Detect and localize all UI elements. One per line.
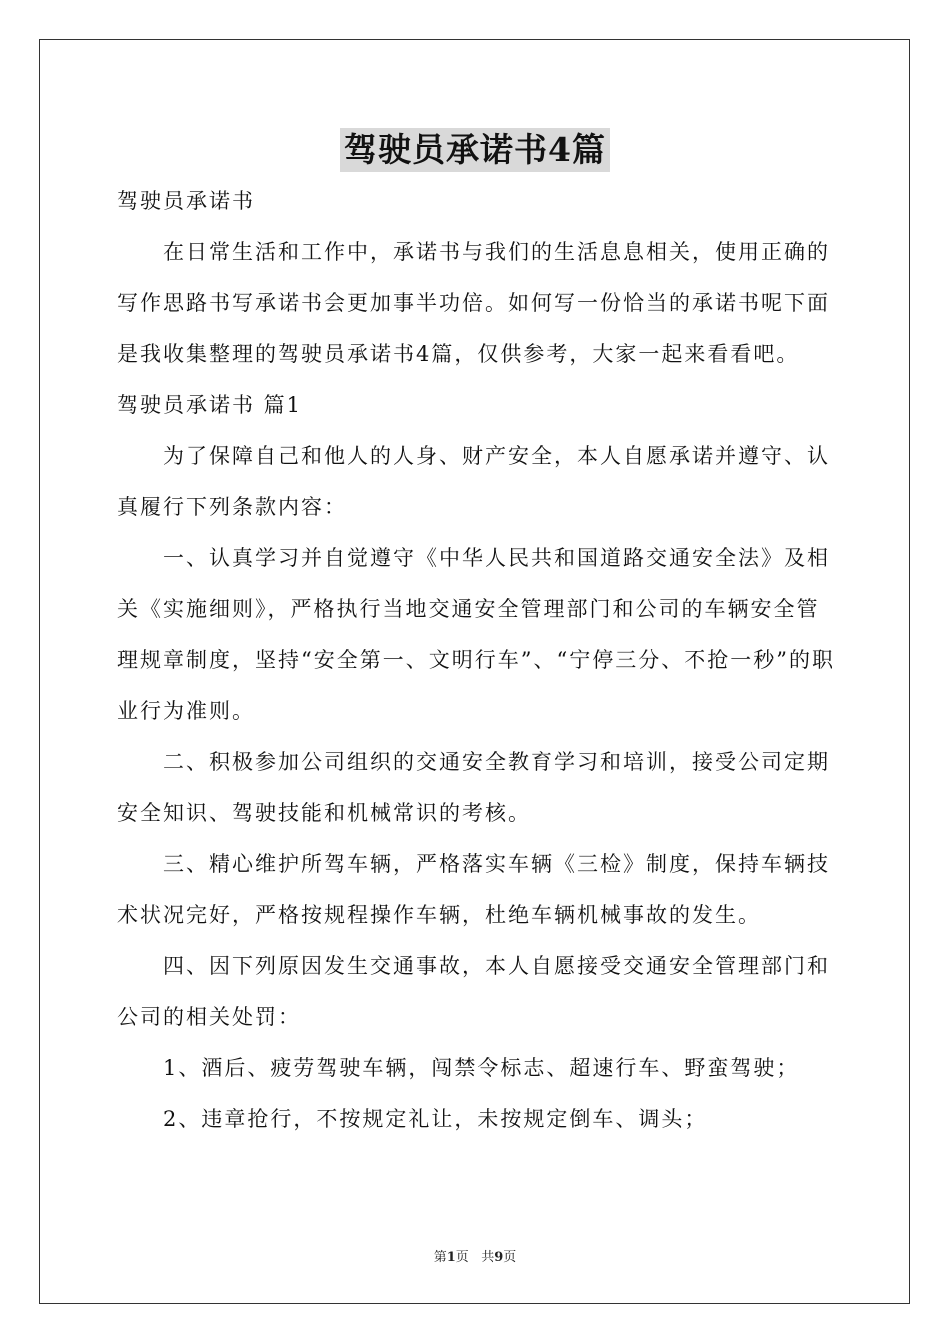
body-paragraph: 三、精心维护所驾车辆，严格落实车辆《三检》制度，保持车辆技术状况完好，严格按规程操作车辆，杜绝车辆机械事故的发生。 (117, 852, 830, 927)
page-footer (0, 1246, 950, 1265)
page-label-prefix: 第 (433, 1250, 447, 1265)
list-item: 2、违章抢行，不按规定礼让，未按规定倒车、调头； (163, 1107, 708, 1131)
list-item: 1、酒后、疲劳驾驶车辆，闯禁令标志、超速行车、野蛮驾驶； (163, 1056, 800, 1080)
page-label-mid: 页 (455, 1250, 469, 1265)
body-paragraph: 四、因下列原因发生交通事故，本人自愿接受交通安全管理部门和公司的相关处罚： (117, 954, 830, 1029)
section-heading: 驾驶员承诺书 (117, 189, 255, 213)
body-paragraph: 二、积极参加公司组织的交通安全教育学习和培训，接受公司定期安全知识、驾驶技能和机械常识的考核。 (117, 750, 830, 825)
document-title: 驾驶员承诺书4篇 (340, 128, 610, 172)
document-body (117, 176, 837, 1145)
title-wrapper (0, 128, 950, 172)
total-suffix: 页 (503, 1250, 517, 1265)
body-paragraph: 为了保障自己和他人的人身、财产安全，本人自愿承诺并遵守、认真履行下列条款内容： (117, 444, 830, 519)
total-prefix: 共 (481, 1250, 495, 1265)
body-paragraph: 一、认真学习并自觉遵守《中华人民共和国道路交通安全法》及相关《实施细则》，严格执行当地交通安全管理部门和公司的车辆安全管理规章制度，坚持“安全第一、文明行车”、“宁停三分、不抢一秒”的职业行为准则。 (117, 546, 835, 723)
page-number: 1 (446, 1250, 456, 1265)
section-heading: 驾驶员承诺书 篇1 (117, 393, 303, 417)
page-total: 9 (494, 1250, 504, 1265)
intro-paragraph: 在日常生活和工作中，承诺书与我们的生活息息相关，使用正确的写作思路书写承诺书会更加事半功倍。如何写一份恰当的承诺书呢下面是我收集整理的驾驶员承诺书4篇，仅供参考，大家一起来看看吧。 (117, 240, 830, 366)
